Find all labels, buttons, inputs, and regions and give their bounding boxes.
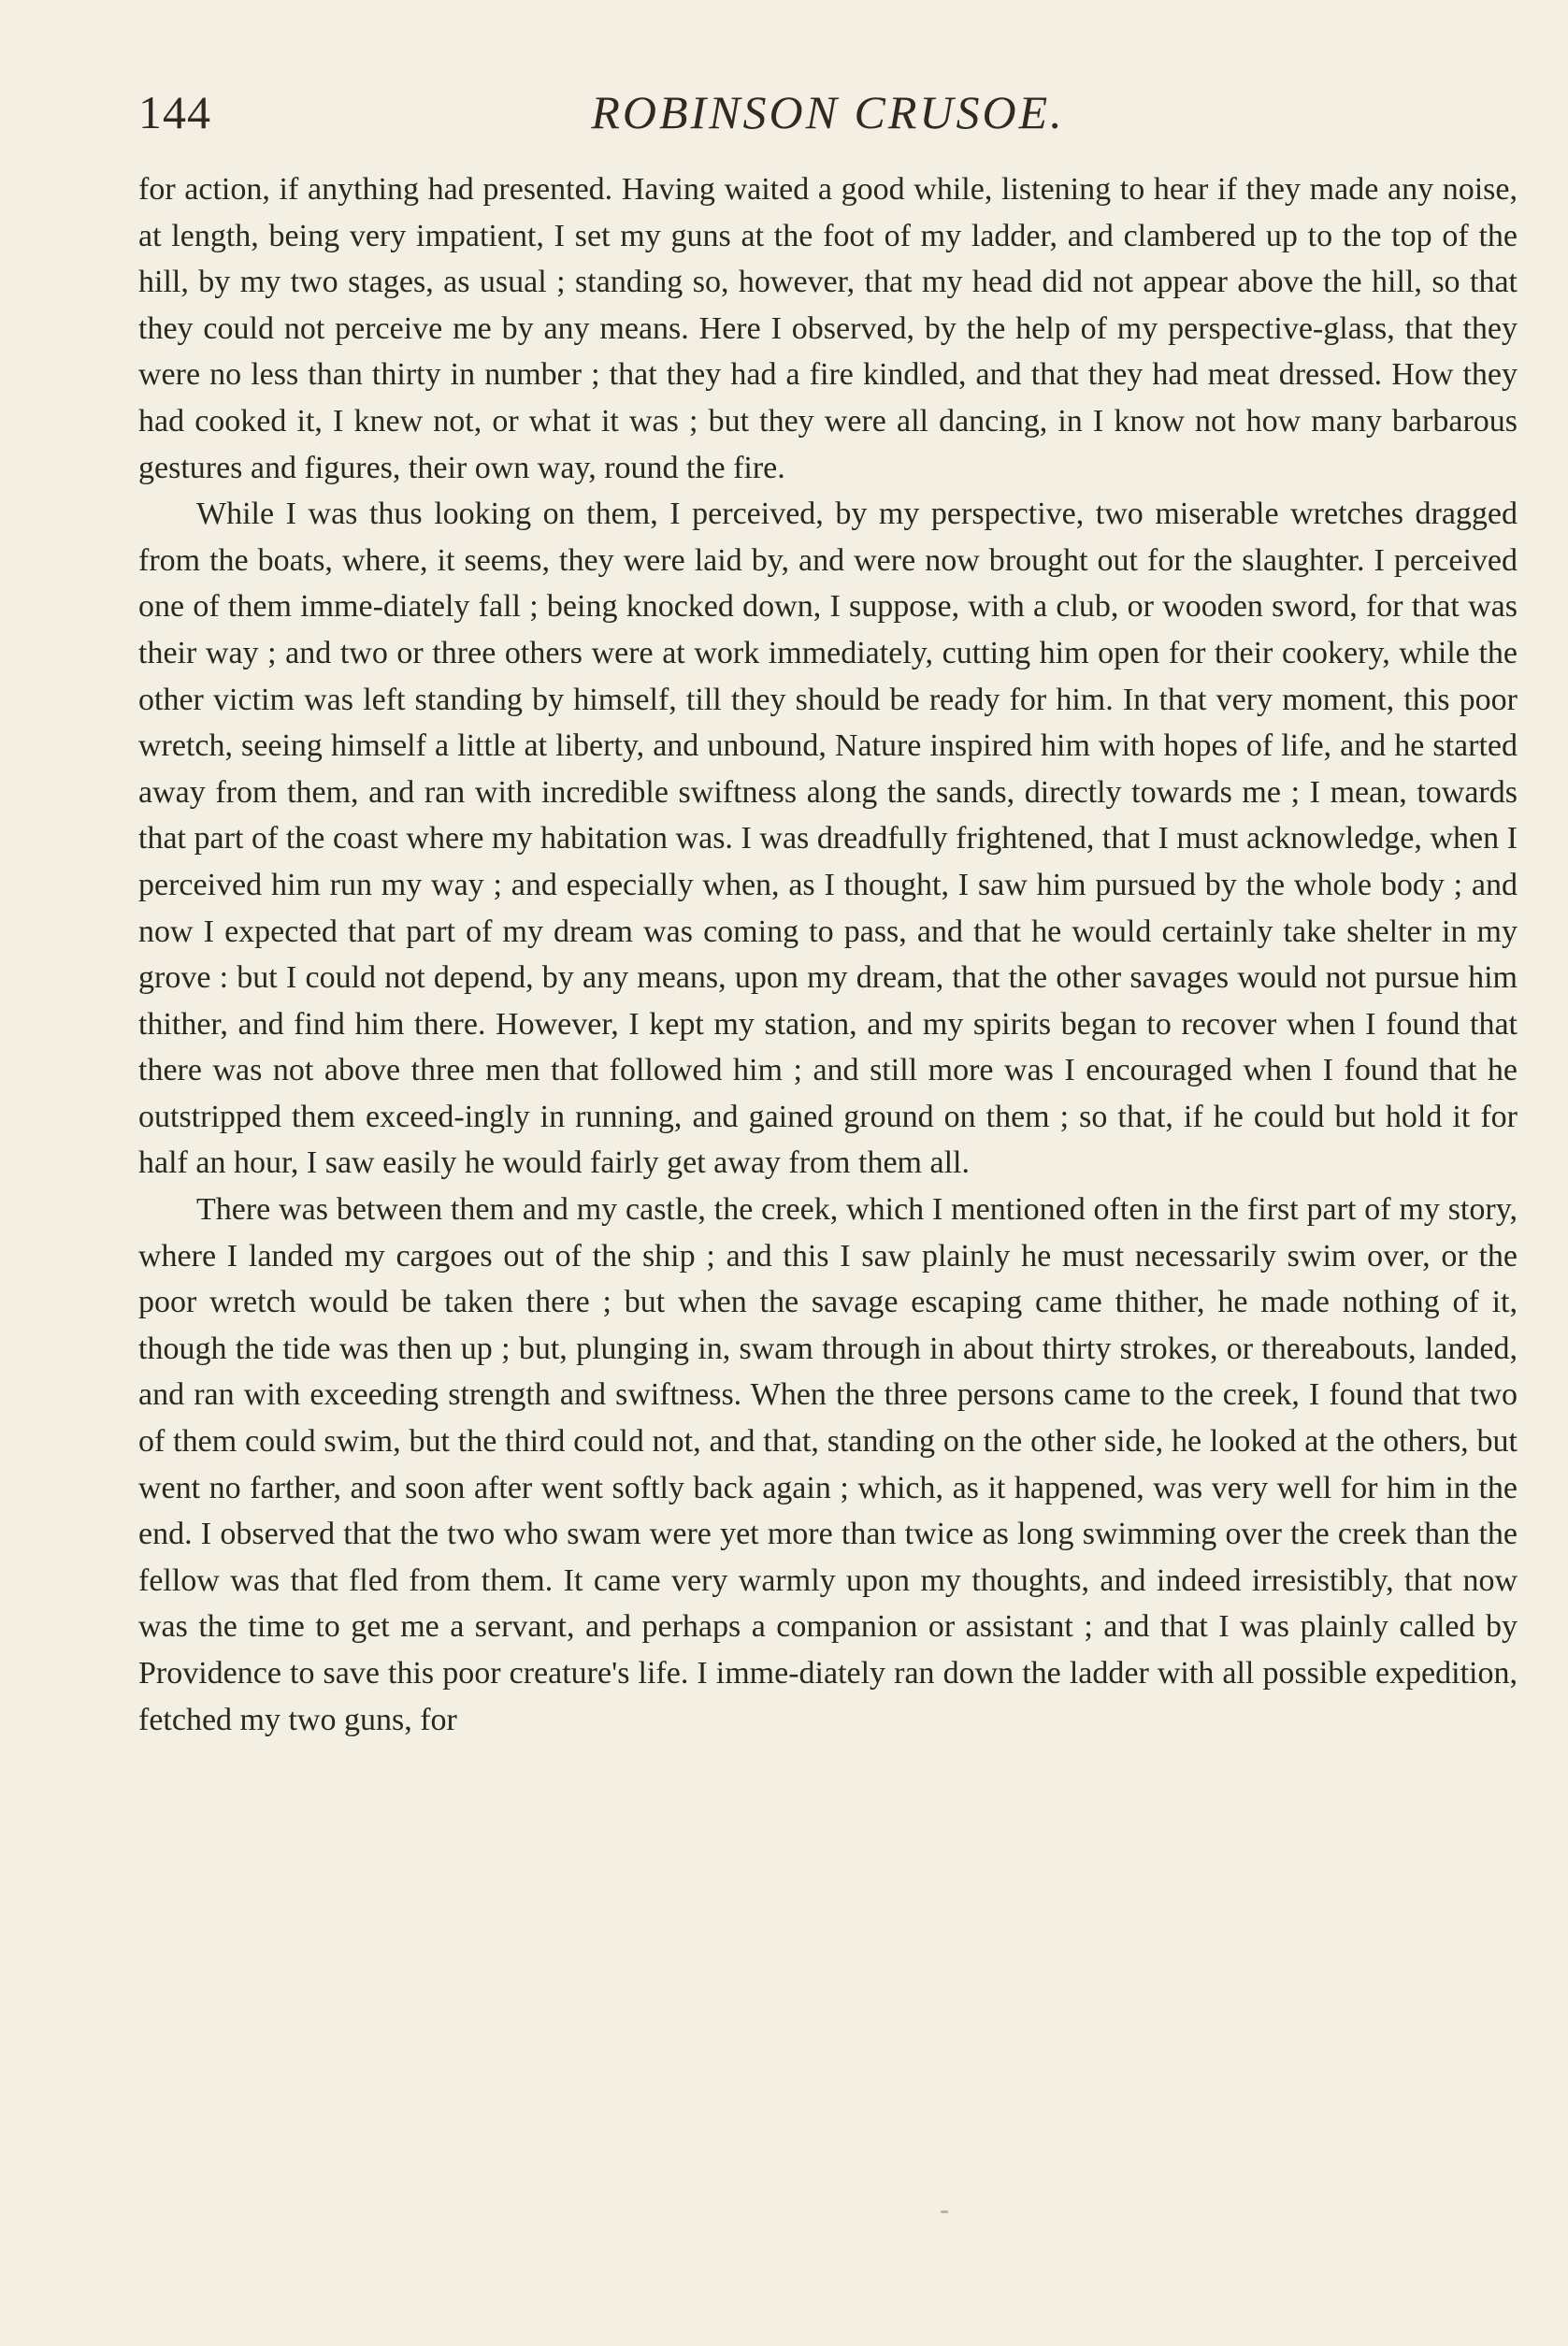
page-header [138, 75, 1518, 150]
page-number: 144 [138, 86, 211, 138]
running-title: ROBINSON CRUSOE. [591, 86, 1065, 138]
body-text [138, 166, 1518, 1743]
paragraph-victims-escape: While I was thus looking on them, I perceived, by my perspective, two miserable wretches dragged from the boats, where, it seems, they were laid by, and were now brought out for the slaughter. I perceived one of them imme-diately fall ; being knocked down, I suppose, with a club, or wooden sword, for that was their way ; and two or three others were at work immediately, cutting him open for their cookery, while the other victim was left standing by himself, till they should be ready for him. In that very moment, this poor wretch, seeing himself a little at liberty, and unbound, Nature inspired him with hopes of life, and he started away from them, and ran with incredible swiftness along the sands, directly towards me ; I mean, towards that part of the coast where my habitation was. I was dreadfully frightened, that I must acknowledge, when I perceived him run my way ; and especially when, as I thought, I saw him pursued by the whole body ; and now I expected that part of my dream was coming to pass, and that he would certainly take shelter in my grove : but I could not depend, by any means, upon my dream, that the other savages would not pursue him thither, and find him there. However, I kept my station, and my spirits began to recover when I found that there was not above three men that followed him ; and still more was I encouraged when I found that he outstripped them exceed-ingly in running, and gained ground on them ; so that, if he could but hold it for half an hour, I saw easily he would fairly get away from them all. [138, 497, 1518, 1181]
paper-speck [941, 2210, 948, 2213]
paragraph-continued: for action, if anything had presented. Having waited a good while, listening to hear if they made any noise, at length, being very impatient, I set my guns at the foot of my ladder, and clambered up to the top of the hill, by my two stages, as usual ; standing so, however, that my head did not appear above the hill, so that they could not perceive me by any means. Here I observed, by the help of my perspective-glass, that they were no less than thirty in number ; that they had a fire kindled, and that they had meat dressed. How they had cooked it, I knew not, or what it was ; but they were all dancing, in I know not how many barbarous gestures and figures, their own way, round the fire. [138, 172, 1518, 485]
paragraph-creek-crossing: There was between them and my castle, the creek, which I mentioned often in the first part of my story, where I landed my cargoes out of the ship ; and this I saw plainly he must necessarily swim over, or the poor wretch would be taken there ; but when the savage escaping came thither, he made nothing of it, though the tide was then up ; but, plunging in, swam through in about thirty strokes, or thereabouts, landed, and ran with exceeding strength and swiftness. When the three persons came to the creek, I found that two of them could swim, but the third could not, and that, standing on the other side, he looked at the others, but went no farther, and soon after went softly back again ; which, as it happened, was very well for him in the end. I observed that the two who swam were yet more than twice as long swimming over the creek than the fellow was that fled from them. It came very warmly upon my thoughts, and indeed irresistibly, that now was the time to get me a servant, and perhaps a companion or assistant ; and that I was plainly called by Providence to save this poor creature's life. I imme-diately ran down the ladder with all possible expedition, fetched my two guns, for [138, 1192, 1518, 1737]
